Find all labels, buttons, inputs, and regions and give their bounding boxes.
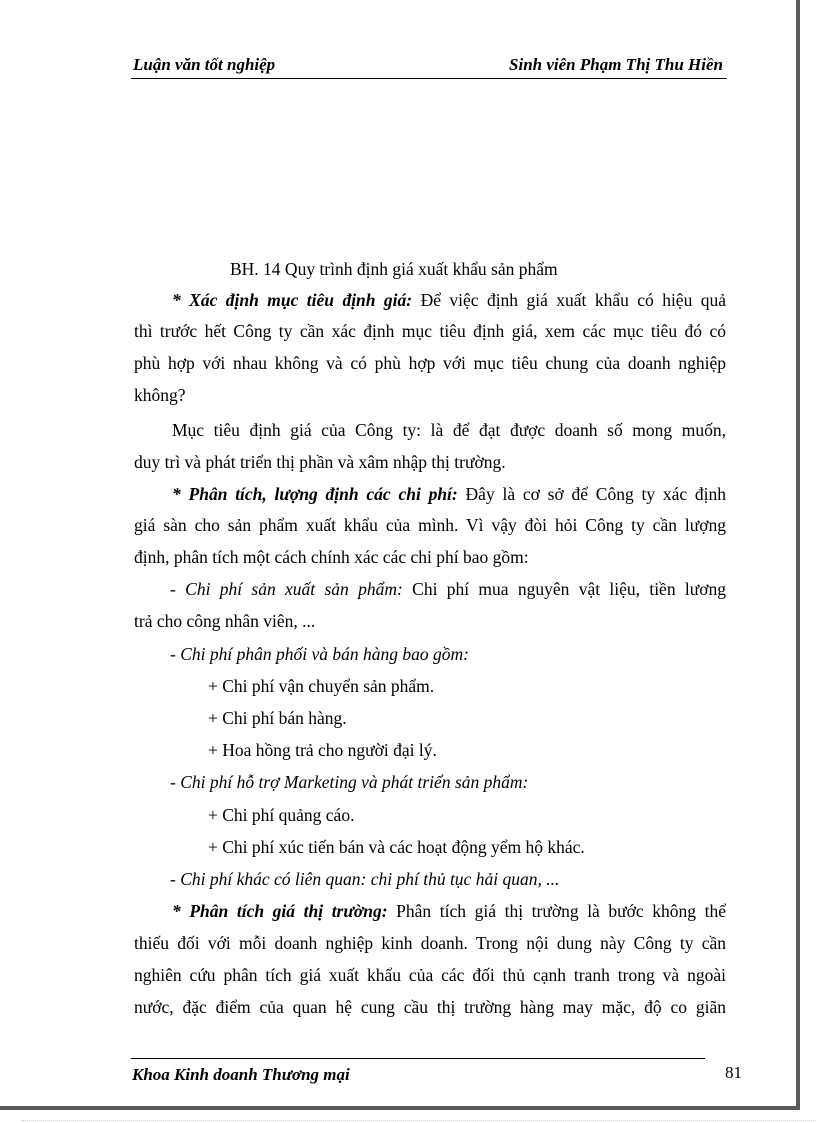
list-item: + Chi phí quảng cáo.: [208, 805, 355, 825]
page-edge-divider: [22, 1120, 816, 1121]
paragraph-line: duy trì và phát triển thị phần và xâm nhập thị trường.: [134, 452, 506, 472]
paragraph-line: giá sàn cho sản phẩm xuất khẩu của mình. Vì vậy đòi hỏi Công ty cần lượng: [134, 515, 726, 535]
paragraph-line: không?: [134, 385, 186, 405]
footer-rule: [131, 1058, 705, 1059]
paragraph-line: định, phân tích một cách chính xác các chi phí bao gồm:: [134, 547, 529, 567]
list-item: + Chi phí bán hàng.: [208, 708, 347, 728]
list-item: + Hoa hồng trả cho người đại lý.: [208, 740, 437, 760]
paragraph-line: nước, đặc điểm của quan hệ cung cầu thị trường hàng may mặc, độ co giãn: [134, 997, 726, 1017]
section-market-price-line1: * Phân tích giá thị trường: Phân tích giá thị trường là bước không thể: [172, 901, 727, 921]
section-pricing-objective-line1: * Xác định mục tiêu định giá: Để việc định giá xuất khẩu có hiệu quả: [172, 290, 727, 310]
header-student-name: Sinh viên Phạm Thị Thu Hiền: [509, 55, 723, 74]
list-item: + Chi phí xúc tiến bán và các hoạt động yểm hộ khác.: [208, 837, 585, 857]
cost-distribution-label: - Chi phí phân phối và bán hàng bao gồm:: [170, 644, 469, 664]
section-heading: * Xác định mục tiêu định giá:: [172, 290, 413, 310]
figure-caption: BH. 14 Quy trình định giá xuất khẩu sản phẩm: [230, 259, 558, 279]
paragraph-line: phù hợp với nhau không và có phù hợp với mục tiêu chung của doanh nghiệp: [134, 353, 726, 373]
cost-production-line1: - Chi phí sản xuất sản phẩm: Chi phí mua nguyên vật liệu, tiền lương: [170, 579, 726, 599]
paragraph-line: nghiên cứu phân tích giá xuất khẩu của các đối thủ cạnh tranh trong và ngoài: [134, 965, 726, 985]
paragraph-line: thì trước hết Công ty cần xác định mục tiêu định giá, xem các mục tiêu đó có: [134, 321, 726, 341]
paragraph-line: trả cho công nhân viên, ...: [134, 611, 316, 631]
section-heading: * Phân tích giá thị trường:: [172, 901, 388, 921]
page-number: 81: [725, 1063, 742, 1082]
section-cost-analysis-line1: * Phân tích, lượng định các chi phí: Đây là cơ sở để Công ty xác định: [172, 484, 727, 504]
footer-faculty: Khoa Kinh doanh Thương mại: [132, 1065, 350, 1084]
paragraph-line: Mục tiêu định giá của Công ty: là để đạt được doanh số mong muốn,: [172, 420, 726, 440]
header-thesis-title: Luận văn tốt nghiệp: [133, 55, 276, 74]
list-item: + Chi phí vận chuyển sản phẩm.: [208, 676, 435, 696]
cost-other-label: - Chi phí khác có liên quan: chi phí thủ tục hải quan, ...: [170, 869, 560, 889]
page-header: [131, 52, 727, 79]
cost-label: - Chi phí sản xuất sản phẩm:: [170, 579, 403, 599]
paragraph-line: thiếu đối với mỗi doanh nghiệp kinh doanh. Trong nội dung này Công ty cần: [134, 933, 726, 953]
cost-marketing-label: - Chi phí hỗ trợ Marketing và phát triển sản phẩm:: [170, 772, 529, 792]
section-heading: * Phân tích, lượng định các chi phí:: [172, 484, 458, 504]
